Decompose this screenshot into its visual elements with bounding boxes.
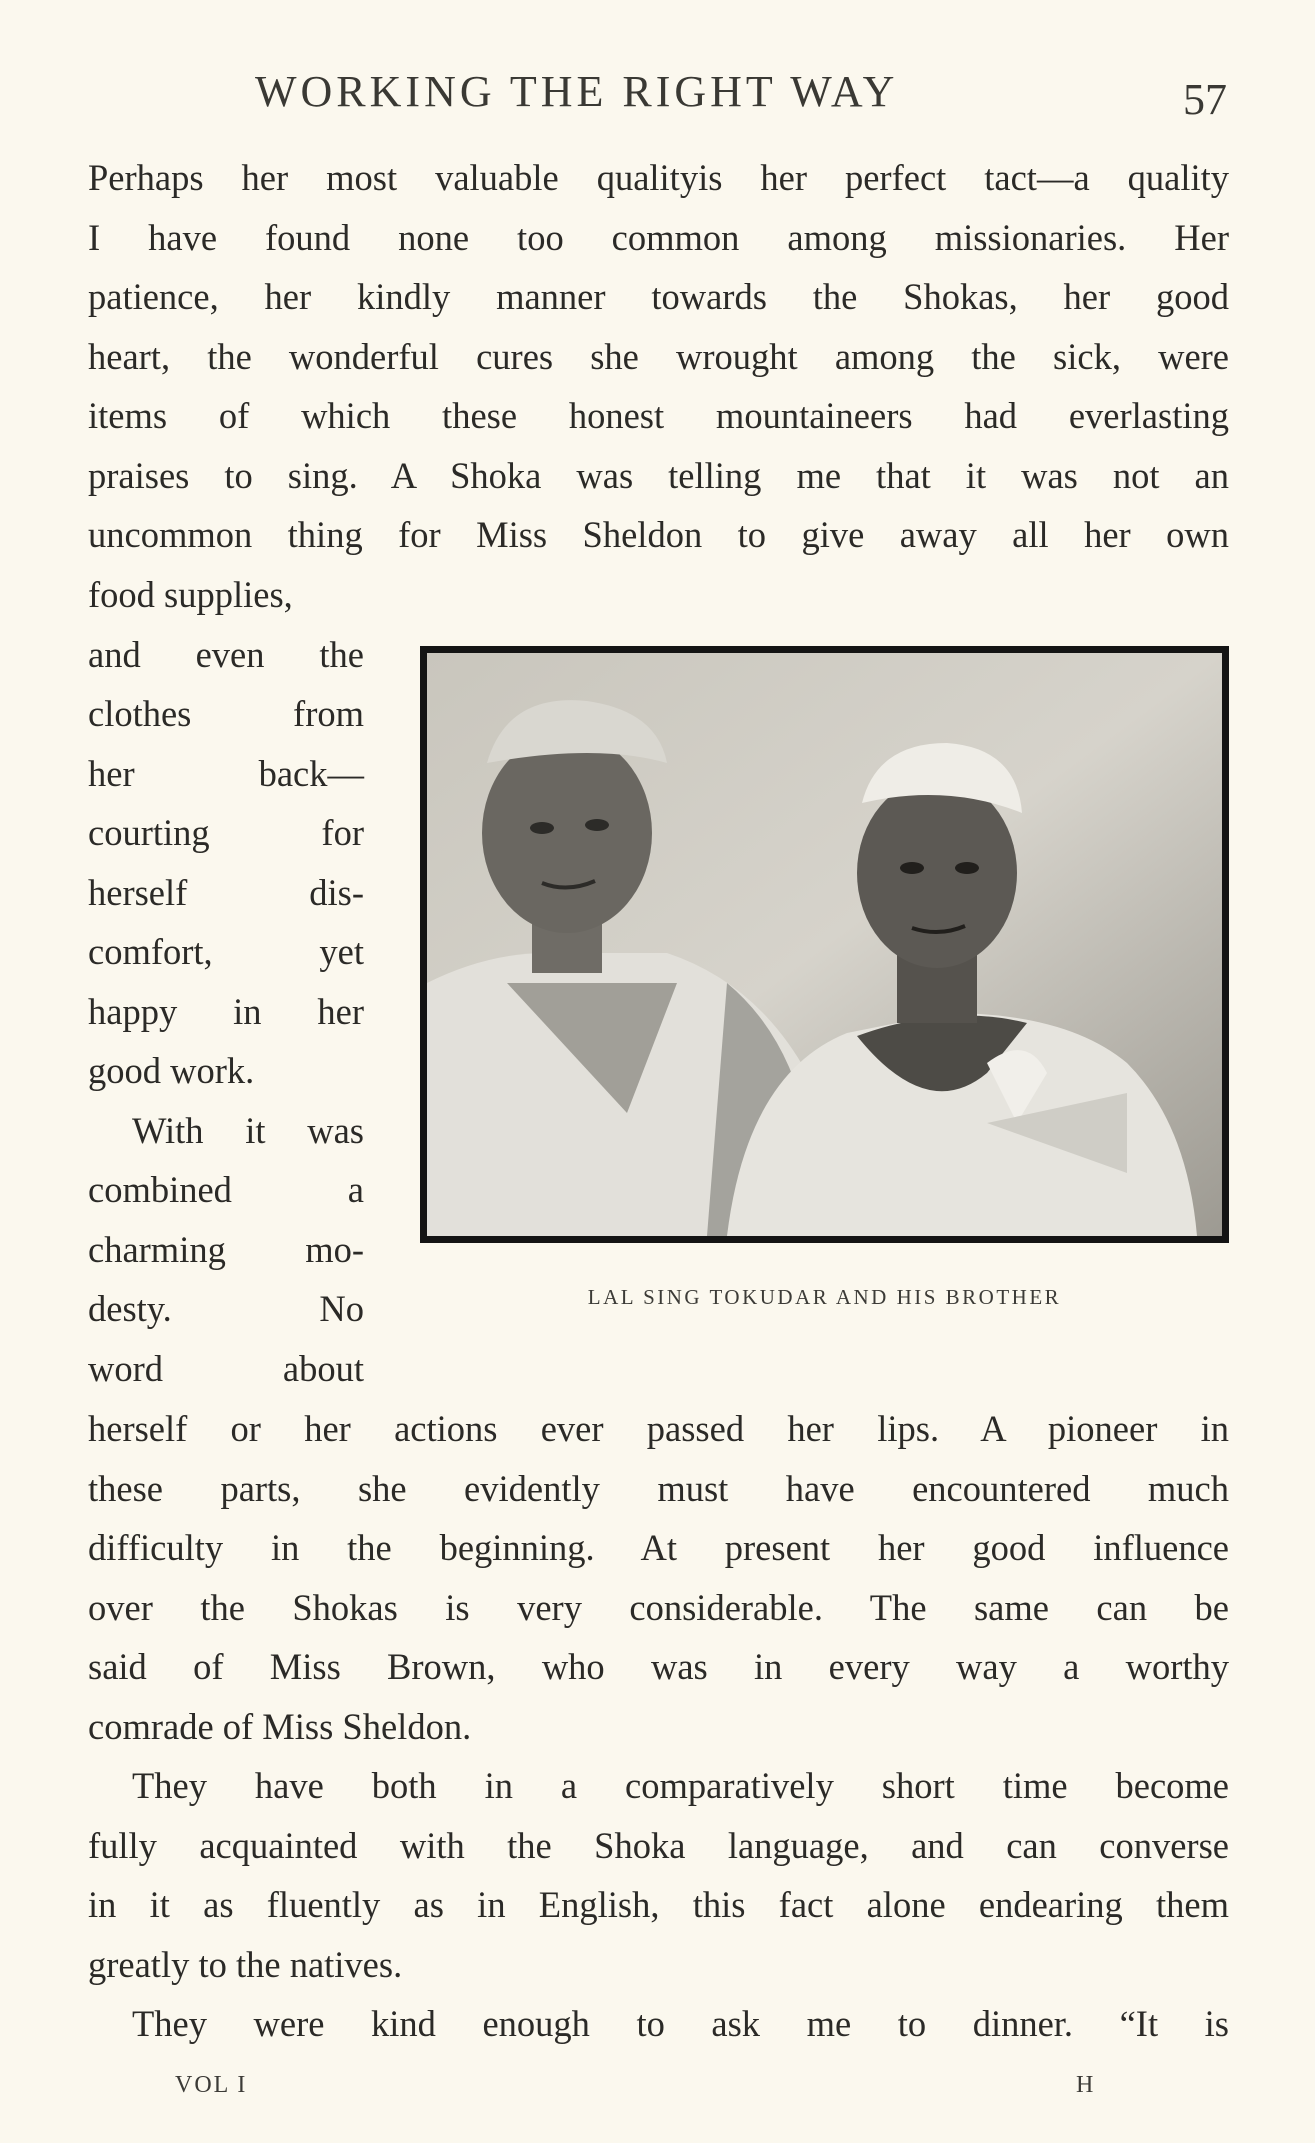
text-line: food supplies, (88, 574, 293, 615)
figure-caption: LAL SING TOKUDAR AND HIS BROTHER (587, 1285, 1062, 1309)
text-line: heart, the wonderful cures she wrought among the sick, were (88, 335, 1229, 377)
text-line: and even the (88, 633, 364, 675)
text-line: praises to sing. A Shoka was telling me that it was not an (88, 454, 1229, 496)
figure (420, 646, 1229, 1310)
text-line: fully acquainted with the Shoka language, and can converse (88, 1824, 1229, 1866)
text-line: greatly to the natives. (88, 1943, 403, 1985)
text-line: comfort, yet (88, 931, 364, 972)
text-line: said of Miss Brown, who was in every way a worthy (88, 1646, 1229, 1687)
text-line: happy in her (88, 990, 364, 1032)
text-line: over the Shokas is very considerable. The same can be (88, 1586, 1229, 1628)
text-line: They were kind enough to ask me to dinner. “It is (132, 2003, 1229, 2044)
text-line: Perhaps her most valuable qualityis her perfect tact—a quality (88, 157, 1229, 198)
running-title: WORKING THE RIGHT WAY (255, 67, 899, 116)
text-line: uncommon thing for Miss Sheldon to give away all her own (88, 514, 1229, 555)
text-line: desty. No (88, 1288, 364, 1329)
bottom-paragraphs (88, 1399, 1229, 2054)
text-line: her back— (88, 752, 364, 794)
text-line: They have both in a comparatively short time become (132, 1765, 1229, 1806)
running-header (0, 60, 1315, 130)
text-line: word about (88, 1347, 364, 1389)
portrait-photograph (420, 646, 1229, 1243)
text-line: good work. (88, 1050, 255, 1091)
text-line: combined a (88, 1169, 364, 1210)
text-line: in it as fluently as in English, this fact alone endearing them (88, 1884, 1229, 1925)
text-line: With it was (132, 1109, 364, 1151)
top-paragraph (88, 148, 1229, 565)
wrapped-text-column (88, 565, 364, 1398)
text-line: these parts, she evidently must have encountered much (88, 1467, 1229, 1509)
text-line: difficulty in the beginning. At present her good influence (88, 1527, 1229, 1568)
text-line: comrade of Miss Sheldon. (88, 1705, 472, 1747)
text-line: courting for (88, 812, 364, 853)
volume-label: VOL I (175, 2072, 248, 2098)
signature-mark: H (1076, 2072, 1096, 2098)
text-line: items of which these honest mountaineers had everlasting (88, 395, 1229, 436)
text-line: clothes from (88, 693, 364, 734)
page-footer (0, 2072, 1315, 2112)
text-line: patience, her kindly manner towards the Shokas, her good (88, 276, 1229, 317)
text-line: charming mo- (88, 1228, 364, 1270)
page-number: 57 (1183, 75, 1227, 124)
photo-illustration (427, 653, 1222, 1236)
text-line: herself dis- (88, 871, 364, 913)
text-line: I have found none too common among missionaries. Her (88, 216, 1229, 258)
text-line: herself or her actions ever passed her lips. A pioneer in (88, 1408, 1229, 1449)
